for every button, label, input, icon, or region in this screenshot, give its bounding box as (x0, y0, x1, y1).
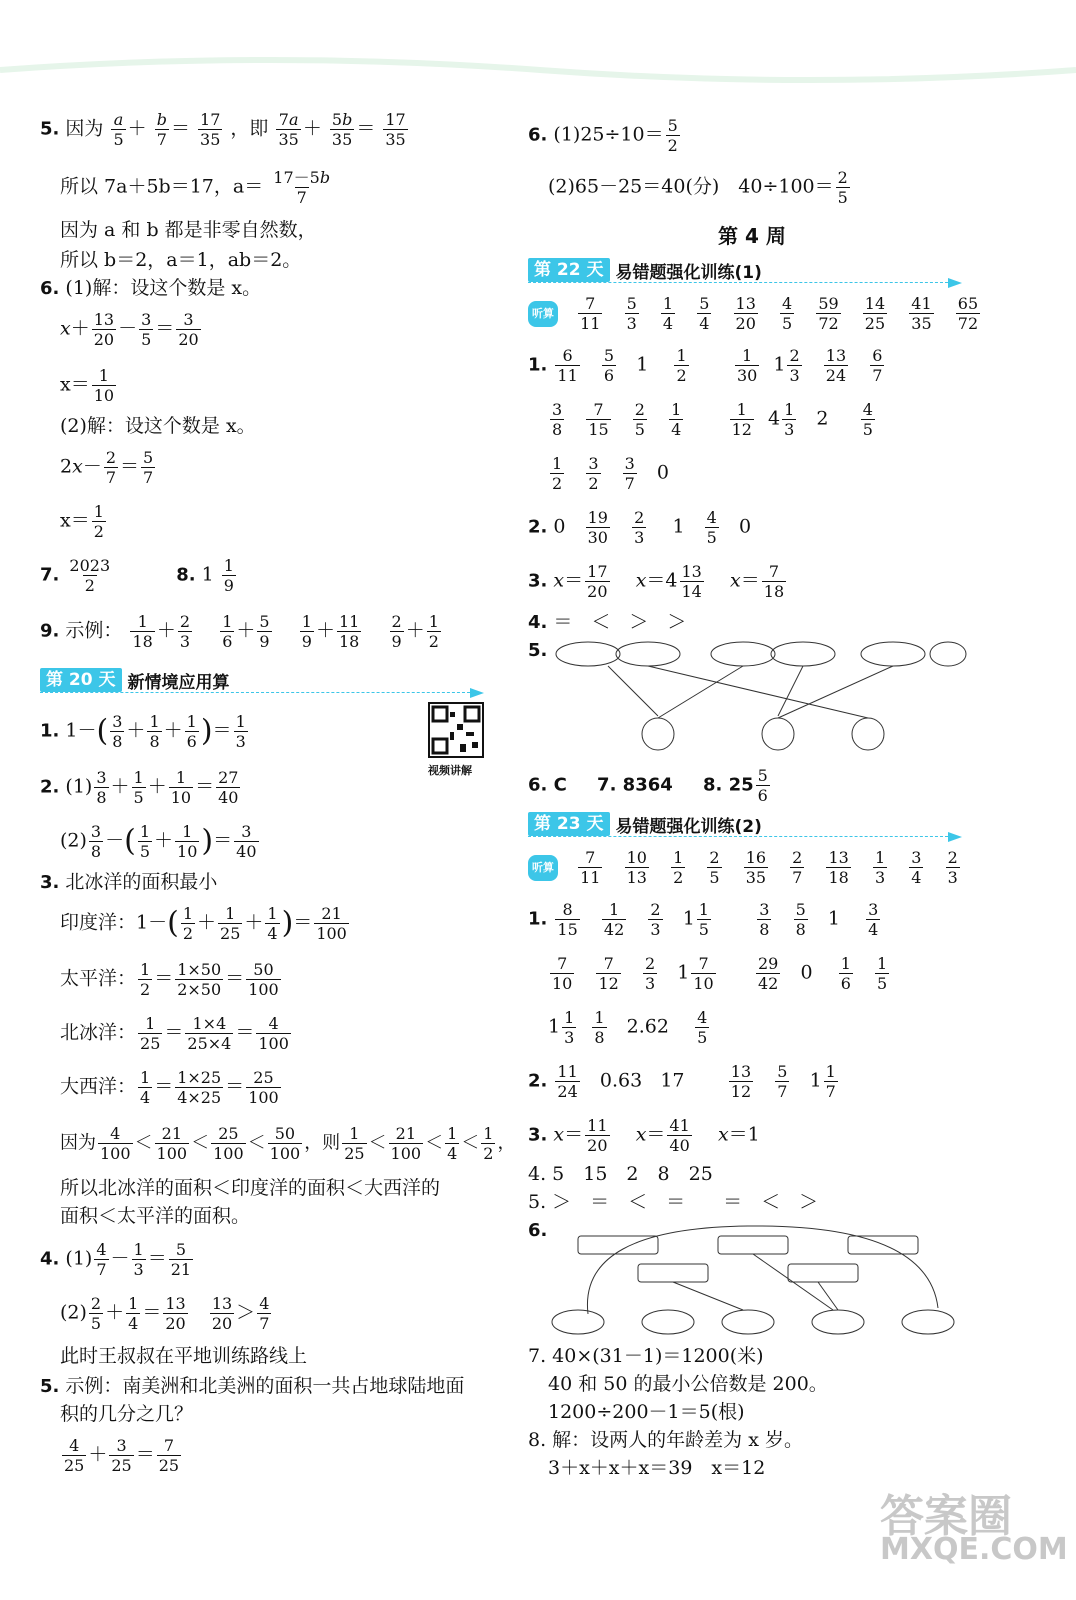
day-arrow-icon (948, 832, 962, 842)
q7-q8: 7. $\frac{2023}{2}$ 8. 1 $\frac{1}{9}$ (40, 556, 234, 595)
d20-q4p2: (2) $\frac{2}{5}$ ＋ $\frac{1}{4}$ ＝ $\frac{13}{20}$ $\frac{13}{20}$ ＞ $\frac{4}{7}$ (60, 1294, 270, 1333)
q6-p2-ans: x＝ $\frac{1}{2}$ (60, 502, 104, 541)
d20-q3-so1: 所以北冰洋的面积＜印度洋的面积＜大西洋的 (60, 1177, 441, 1199)
d22-q5: 5. (528, 640, 548, 661)
d23-q5: 5. ＞ ＝ ＜ ＝ ＝ ＜ ＞ (528, 1191, 819, 1213)
d20-q2p1: 2. (1) $\frac{3}{8}$ ＋ $\frac{1}{5}$ ＋ $\frac{1}{10}$ ＝ $\frac{27}{40}$ (40, 768, 239, 807)
d23-q4: 4. 5 15 2 8 25 (528, 1163, 713, 1185)
q9: 9. 示例： $\frac{1}{18}$ ＋ $\frac{2}{3}$ $\frac{1}{6}$ ＋ $\frac{5}{9}$ $\frac{1}{9}$ ＋ $\frac{11}{18}$ $\frac{2}{9}$ ＋ $\frac{1}{2}$ (40, 612, 439, 651)
d20-q3-compare: 因为 $\frac{4}{100}$ ＜ $\frac{21}{100}$ ＜ $\frac{25}{100}$ ＜ $\frac{50}{100}$ ，则 $\frac{1}{25}$ ＜ $\frac{21}{100}$ ＜ $\frac{1}{4}$ ＜ $\frac{1}{2}$ ， (60, 1124, 516, 1163)
d20-q3-arctic: 北冰洋： $\frac{1}{25}$ ＝ $\frac{1\times 4}{25\times 4}$ ＝ $\frac{4}{100}$ (60, 1014, 289, 1053)
q5-line4: 所以 b＝2，a＝1，ab＝2。 (60, 249, 302, 271)
d20-q3-atlantic: 大西洋： $\frac{1}{4}$ ＝ $\frac{1\times 25}{4\times 25}$ ＝ $\frac{25}{100}$ (60, 1068, 279, 1107)
day-title: 易错题强化训练(2) (615, 816, 762, 837)
day20-header (40, 668, 230, 692)
d23-q7-line1: 7. 40×(31－1)＝1200(米) (528, 1345, 764, 1367)
d22-q1-row3: $\frac{1}{2}$ $\frac{3}{2}$ $\frac{3}{7}$ 0 (552, 454, 670, 493)
d20-q2p2: (2) $\frac{3}{8}$ －( $\frac{1}{5}$ ＋ $\frac{1}{10}$ )＝ $\frac{3}{40}$ (60, 822, 257, 861)
q6-p2: (2)解：设这个数是 x。 (60, 415, 256, 437)
day-title: 新情境应用算 (127, 672, 230, 693)
d20-q5-eq: $\frac{4}{25}$ ＋ $\frac{3}{25}$ ＝ $\frac{7}{25}$ (64, 1436, 180, 1475)
day-rule (528, 282, 948, 283)
q6-p1-eq: x＋ $\frac{13}{20}$ － $\frac{3}{5}$ ＝ $\frac{3}{20}$ (60, 310, 199, 349)
d23-q6: 6. (528, 1220, 548, 1241)
day-badge: 第 20 天 (40, 668, 122, 692)
d23-q8-line1: 8. 解：设两人的年龄差为 x 岁。 (528, 1429, 803, 1451)
d23-q1-row1: 1. $\frac{8}{15}$ $\frac{1}{42}$ $\frac{2}{3}$ 1 $\frac{1}{5}$ $\frac{3}{8}$ $\frac{5}{8}$ 1 $\frac{3}{4}$ (528, 900, 879, 939)
watermark-logo: 答案圈 (880, 1491, 1012, 1542)
qr-code-icon[interactable] (428, 702, 484, 758)
r-q6p1: 6. (1)25÷10＝ $\frac{5}{2}$ (528, 116, 678, 155)
watermark-url: MXQE.COM (880, 1532, 1068, 1567)
q6-p1: 6. (1)解：设这个数是 x。 (40, 277, 262, 299)
day-rule (528, 836, 948, 837)
q6-p2-eq: 2x－ $\frac{2}{7}$ ＝ $\frac{5}{7}$ (60, 448, 154, 487)
qr-label: 视频讲解 (428, 764, 472, 777)
d22-q2: 2. 0 $\frac{19}{30}$ $\frac{2}{3}$ 1 $\frac{4}{5}$ 0 (528, 508, 752, 547)
d20-q3: 3. 北冰洋的面积最小 (40, 871, 218, 893)
d20-q4-conclusion: 此时王叔叔在平地训练路线上 (60, 1345, 308, 1367)
day-arrow-icon (948, 278, 962, 288)
q5-line2: 所以 7a＋5b＝17，a＝ $\frac{17-5b}{7}$ (60, 168, 331, 207)
r-q6p2: (2)65－25＝40(分) 40÷100＝ $\frac{2}{5}$ (548, 168, 848, 207)
q5-line1: 5. 因为 $\frac{a}{5}$ ＋ $\frac{b}{7}$ ＝ $\frac{17}{35}$ ，即 $\frac{7a}{35}$ ＋ $\frac{5b}{35}$ ＝ $\frac{17}{35}$ (40, 110, 406, 149)
week-title: 第 4 周 (718, 224, 786, 248)
fish-matching-diagram (548, 636, 968, 756)
d23-q1-row3: 1 $\frac{1}{3}$ $\frac{1}{8}$ 2.62 $\frac{4}{5}$ (548, 1008, 708, 1047)
d20-q3-indian: 印度洋：1－( $\frac{1}{2}$ ＋ $\frac{1}{25}$ ＋ $\frac{1}{4}$ )＝ $\frac{21}{100}$ (60, 904, 347, 943)
d20-q3-pacific: 太平洋： $\frac{1}{2}$ ＝ $\frac{1\times 50}{2\times 50}$ ＝ $\frac{50}{100}$ (60, 960, 279, 999)
day-arrow-icon (470, 688, 484, 698)
d23-q3: 3. x＝ $\frac{11}{20}$ x＝ $\frac{41}{40}$ x＝1 (528, 1116, 760, 1155)
d20-q3-so2: 面积＜太平洋的面积。 (60, 1205, 251, 1227)
d20-q5-line1: 5. 示例：南美洲和北美洲的面积一共占地球陆地面 (40, 1375, 465, 1397)
q5-line3: 因为 a 和 b 都是非零自然数， (60, 219, 317, 241)
d23-tingsuan: 听算 $\frac{7}{11}$ $\frac{10}{13}$ $\frac{1}{2}$ $\frac{2}{5}$ $\frac{16}{35}$ $\frac{2}{7}$ $\frac{13}{18}$ $\frac{1}{3}$ $\frac{3}{4}$ $\frac{2}{3}$ (528, 848, 962, 887)
d22-q4: 4. ＝ ＜ ＞ ＞ (528, 611, 687, 633)
d20-q1: 1. 1－( $\frac{3}{8}$ ＋ $\frac{1}{8}$ ＋ $\frac{1}{6}$ )＝ $\frac{1}{3}$ (40, 712, 246, 751)
equation-fish-diagram (548, 1218, 968, 1340)
decorative-wave (0, 40, 1076, 100)
day-title: 易错题强化训练(1) (615, 262, 762, 283)
day-rule (40, 692, 470, 693)
q6-p1-ans: x＝ $\frac{1}{10}$ (60, 366, 115, 405)
day23-header (528, 812, 762, 836)
day-badge: 第 23 天 (528, 812, 610, 836)
d20-q4p1: 4. (1) $\frac{4}{7}$ － $\frac{1}{3}$ ＝ $\frac{5}{21}$ (40, 1240, 192, 1279)
day-badge: 第 22 天 (528, 258, 610, 282)
day22-header (528, 258, 762, 282)
d23-q2: 2. $\frac{11}{24}$ 0.63 17 $\frac{13}{12}$ $\frac{5}{7}$ 1 $\frac{1}{7}$ (528, 1062, 836, 1101)
d23-q7-line2: 40 和 50 的最小公倍数是 200。 (548, 1373, 828, 1395)
d20-q5-line2: 积的几分之几？ (60, 1403, 194, 1425)
d23-q7-line3: 1200÷200－1＝5(根) (548, 1401, 745, 1423)
d23-q8-line2: 3＋x＋x＋x＝39 x＝12 (548, 1457, 766, 1479)
d22-q1-row2: $\frac{3}{8}$ $\frac{7}{15}$ $\frac{2}{5}$ $\frac{1}{4}$ $\frac{1}{12}$ 4 $\frac{1}{3}$ 2 $\frac{4}{5}$ (552, 400, 873, 439)
d22-q1-row1: 1. $\frac{6}{11}$ $\frac{5}{6}$ 1 $\frac{1}{2}$ $\frac{1}{30}$ 1 $\frac{2}{3}$ $\frac{13}{24}$ $\frac{6}{7}$ (528, 346, 883, 385)
d23-q1-row2: $\frac{7}{10}$ $\frac{7}{12}$ $\frac{2}{3}$ 1 $\frac{7}{10}$ $\frac{29}{42}$ 0 $\frac{1}{6}$ $\frac{1}{5}$ (552, 954, 888, 993)
d22-q3: 3. x＝ $\frac{17}{20}$ x＝4 $\frac{13}{14}$ x＝ $\frac{7}{18}$ (528, 562, 785, 601)
d22-tingsuan: 听算 $\frac{7}{11}$ $\frac{5}{3}$ $\frac{1}{4}$ $\frac{5}{4}$ $\frac{13}{20}$ $\frac{4}{5}$ $\frac{59}{72}$ $\frac{14}{25}$ $\frac{41}{35}$ $\frac{65}{72}$ (528, 294, 982, 333)
d22-q6-8: 6. C 7. 8364 8. 25 $\frac{5}{6}$ (528, 766, 768, 805)
